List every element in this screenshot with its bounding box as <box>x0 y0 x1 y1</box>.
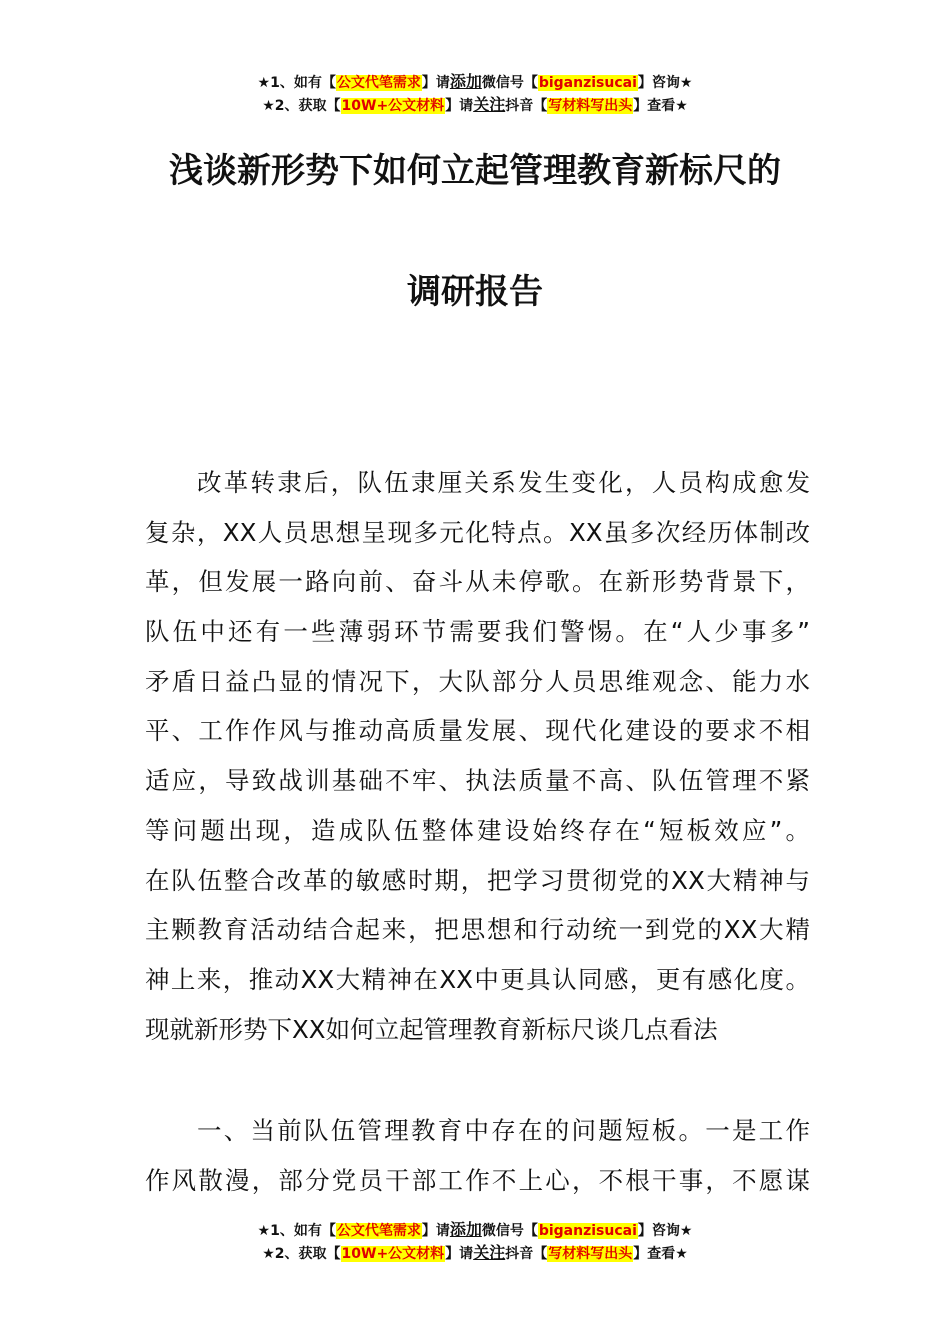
banner-text: 】请 <box>445 98 474 114</box>
banner-text: ★1、如有【 <box>257 75 336 91</box>
paragraph-line: 革，但发展一路向前、奋斗从未停歌。在新形势背景下， <box>145 567 810 597</box>
header-banner <box>0 70 950 116</box>
banner-highlight: biganzisucai <box>538 1223 637 1239</box>
paragraph-line: 等问题出现，造成队伍整体建设始终存在“短板效应”。 <box>145 815 810 845</box>
banner-text: 微信号【 <box>481 1223 538 1239</box>
banner-text: 微信号【 <box>481 75 538 91</box>
paragraph-line: 矛盾日益凸显的情况下，大队部分人员思维观念、能力水 <box>145 666 810 696</box>
banner-highlight: 写材料写出头 <box>548 98 633 114</box>
banner-line-2 <box>0 93 950 116</box>
paragraph-line: 神上来，推动XX大精神在XX中更具认同感，更有感化度。 <box>145 964 810 994</box>
banner-underline-text: 添加 <box>449 1220 482 1239</box>
banner-text: 】请 <box>445 1246 474 1262</box>
paragraph-line: 在队伍整合改革的敏感时期，把学习贯彻党的XX大精神与 <box>145 865 810 895</box>
paragraph-line: 主颗教育活动结合起来，把思想和行动统一到党的XX大精 <box>145 915 810 945</box>
banner-text: ★1、如有【 <box>257 1223 336 1239</box>
banner-text: 抖音【 <box>505 1246 548 1262</box>
banner-highlight: biganzisucai <box>538 75 637 91</box>
paragraph-line: 改革转隶后，队伍隶厘关系发生变化，人员构成愈发 <box>197 468 810 497</box>
banner-highlight: 10W+公文材料 <box>341 1246 445 1262</box>
banner-underline-text: 关注 <box>473 95 506 114</box>
banner-text: 】请 <box>421 75 450 91</box>
paragraph-line: 适应，导致战训基础不牢、执法质量不高、队伍管理不紧 <box>145 766 810 796</box>
paragraph-line: 一、当前队伍管理教育中存在的问题短板。一是工作 <box>197 1116 810 1145</box>
banner-underline-text: 添加 <box>449 72 482 91</box>
body-paragraph-2 <box>145 1106 810 1205</box>
banner-highlight: 写材料写出头 <box>548 1246 633 1262</box>
banner-text: 】请 <box>421 1223 450 1239</box>
banner-text: 】查看★ <box>633 1246 688 1262</box>
banner-highlight: 10W+公文材料 <box>341 98 445 114</box>
banner-highlight: 公文代笔需求 <box>336 75 421 91</box>
banner-text: 】查看★ <box>633 98 688 114</box>
paragraph-line: 队伍中还有一些薄弱环节需要我们警惕。在“人少事多” <box>145 617 810 647</box>
banner-text: 抖音【 <box>505 98 548 114</box>
document-title-line-2: 调研报告 <box>407 272 543 312</box>
banner-line-1 <box>0 1218 950 1241</box>
banner-text: ★2、获取【 <box>262 98 341 114</box>
body-paragraph-1 <box>145 458 810 1054</box>
banner-text: 】咨询★ <box>637 1223 693 1239</box>
banner-underline-text: 关注 <box>473 1243 506 1262</box>
banner-text: 】咨询★ <box>637 75 693 91</box>
banner-line-1 <box>0 70 950 93</box>
paragraph-line: 复杂，XX人员思想呈现多元化特点。XX虽多次经历体制改 <box>145 517 810 547</box>
paragraph-line: 作风散漫，部分党员干部工作不上心，不根干事，不愿谋 <box>145 1165 810 1195</box>
paragraph-line: 平、工作作风与推动高质量发展、现代化建设的要求不相 <box>145 716 810 746</box>
footer-banner <box>0 1218 950 1264</box>
banner-line-2 <box>0 1241 950 1264</box>
banner-text: ★2、获取【 <box>262 1246 341 1262</box>
banner-highlight: 公文代笔需求 <box>336 1223 421 1239</box>
document-title-line-1: 浅谈新形势下如何立起管理教育新标尺的 <box>169 151 781 191</box>
paragraph-line: 现就新形势下XX如何立起管理教育新标尺谈几点看法 <box>145 1014 718 1044</box>
